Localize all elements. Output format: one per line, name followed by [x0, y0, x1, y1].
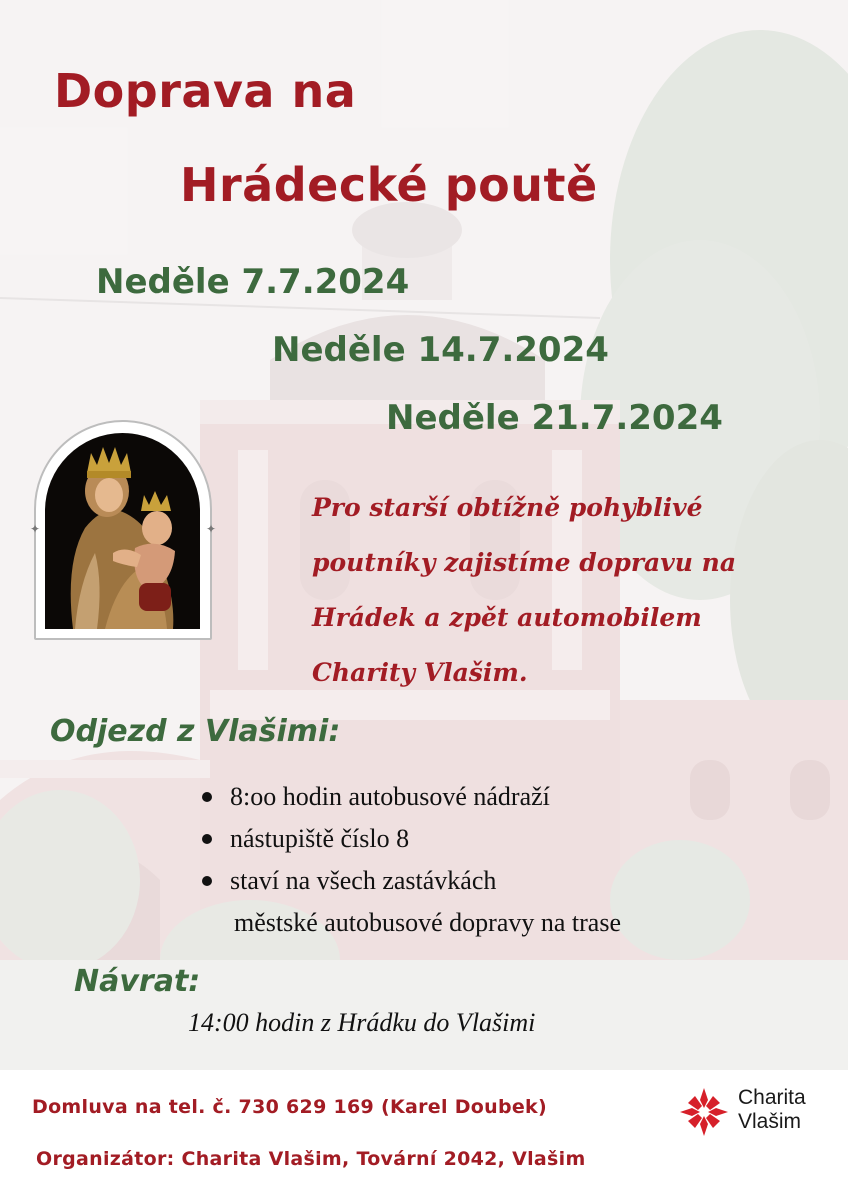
info-line: Charity Vlašim. — [312, 658, 528, 687]
bullet-icon — [202, 876, 212, 886]
charita-cross-logo-icon — [678, 1086, 730, 1138]
list-item — [198, 860, 550, 902]
logo-text-line: Charita — [738, 1086, 806, 1109]
list-item — [198, 776, 550, 818]
sparkle-icon: ✦ — [30, 522, 41, 536]
title-line-2: Hrádecké poutě — [180, 158, 598, 212]
departure-list — [198, 776, 550, 902]
list-item-text: 8:oo hodin autobusové nádraží — [230, 782, 550, 811]
madonna-statue-image — [45, 433, 200, 629]
bullet-icon — [202, 834, 212, 844]
info-paragraph — [312, 480, 842, 700]
contact-line: Domluva na tel. č. 730 629 169 (Karel Doubek) — [32, 1096, 547, 1118]
info-line: poutníky zajistíme dopravu na — [312, 548, 737, 577]
return-heading: Návrat: — [74, 964, 201, 999]
info-line: Pro starší obtížně pohyblivé — [312, 493, 703, 522]
title-line-1: Doprava na — [54, 64, 357, 118]
info-line: Hrádek a zpět automobilem — [312, 603, 702, 632]
date-1: Neděle 7.7.2024 — [96, 262, 410, 302]
date-3: Neděle 21.7.2024 — [386, 398, 723, 438]
date-2: Neděle 14.7.2024 — [272, 330, 609, 370]
list-item-text: staví na všech zastávkách — [230, 866, 497, 895]
sparkle-icon: ✦ — [206, 522, 217, 536]
charita-logo-text — [738, 1086, 806, 1134]
organizer-line: Organizátor: Charita Vlašim, Tovární 2042, Vlašim — [36, 1148, 586, 1170]
bullet-icon — [202, 792, 212, 802]
logo-text-line: Vlašim — [738, 1110, 802, 1133]
list-item — [198, 818, 550, 860]
departure-heading: Odjezd z Vlašimi: — [50, 714, 341, 749]
departure-continuation: městské autobusové dopravy na trase — [234, 908, 622, 937]
list-item-text: nástupiště číslo 8 — [230, 824, 410, 853]
return-text: 14:00 hodin z Hrádku do Vlašimi — [188, 1008, 536, 1037]
